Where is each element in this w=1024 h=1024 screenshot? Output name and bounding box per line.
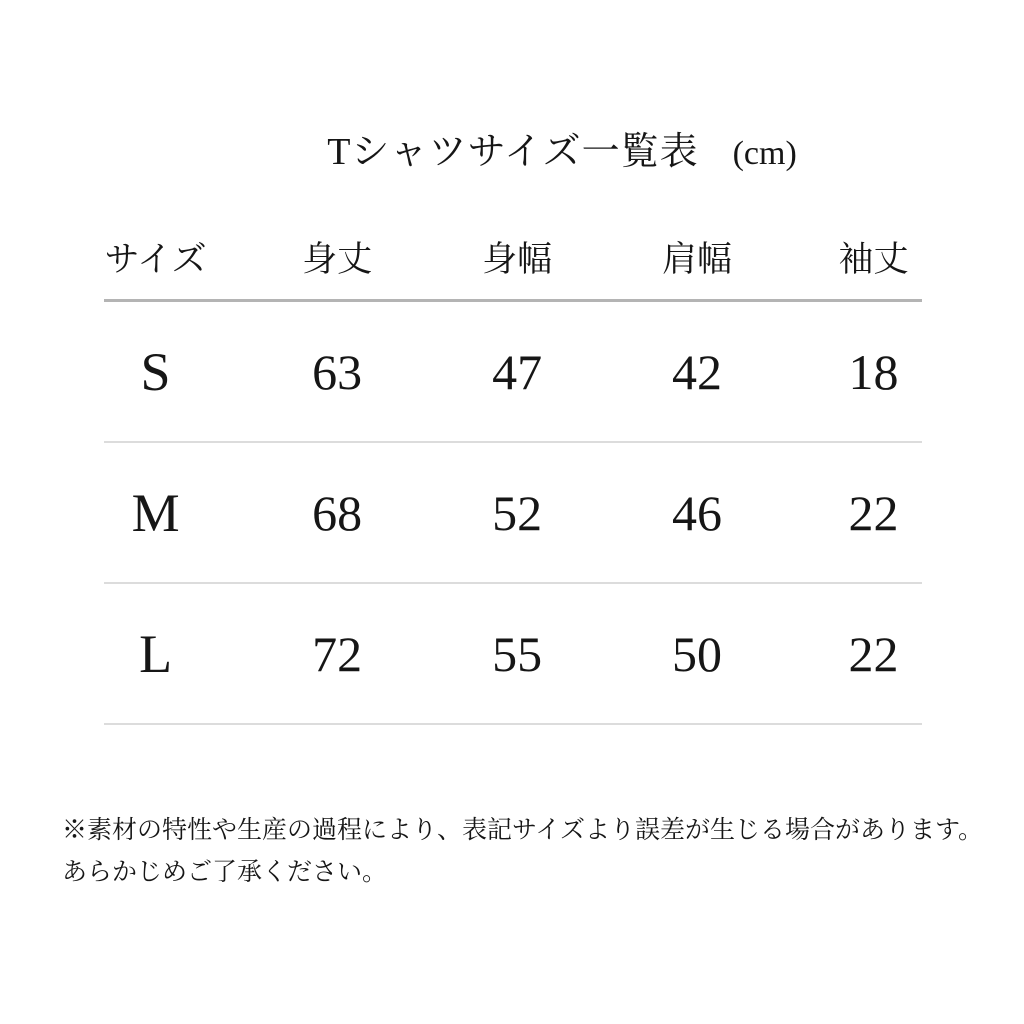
shoulder-width-value: 42 (672, 343, 723, 400)
size-table (104, 214, 922, 725)
column-header-shoulder-width: 肩幅 (662, 239, 733, 279)
page-title-unit: (cm) (732, 135, 797, 172)
disclaimer-line-2: あらかじめご了承ください。 (62, 859, 388, 886)
body-width-value: 55 (492, 625, 543, 682)
column-header-size: サイズ (104, 239, 207, 279)
table-header-row (104, 214, 922, 302)
page-title-text: Tシャツサイズ一覧表 (327, 131, 699, 173)
column-header-sleeve-length: 袖丈 (838, 239, 909, 279)
disclaimer-notes (62, 810, 1002, 894)
table-row-m (104, 443, 922, 584)
sleeve-length-value: 22 (848, 484, 899, 541)
size-label: S (140, 341, 171, 402)
body-length-value: 68 (312, 484, 363, 541)
column-header-body-length: 身丈 (302, 239, 373, 279)
table-row-l (104, 584, 922, 725)
page-title (0, 120, 1024, 176)
body-length-value: 63 (312, 343, 363, 400)
table-row-s (104, 302, 922, 443)
shoulder-width-value: 50 (672, 625, 723, 682)
body-width-value: 47 (492, 343, 543, 400)
size-label: L (139, 623, 173, 684)
body-length-value: 72 (312, 625, 363, 682)
disclaimer-line-1: ※素材の特性や生産の過程により、表記サイズより誤差が生じる場合があります。 (62, 817, 984, 844)
sleeve-length-value: 18 (848, 343, 899, 400)
shoulder-width-value: 46 (672, 484, 723, 541)
body-width-value: 52 (492, 484, 543, 541)
column-header-body-width: 身幅 (482, 239, 553, 279)
size-label: M (131, 482, 180, 543)
sleeve-length-value: 22 (848, 625, 899, 682)
